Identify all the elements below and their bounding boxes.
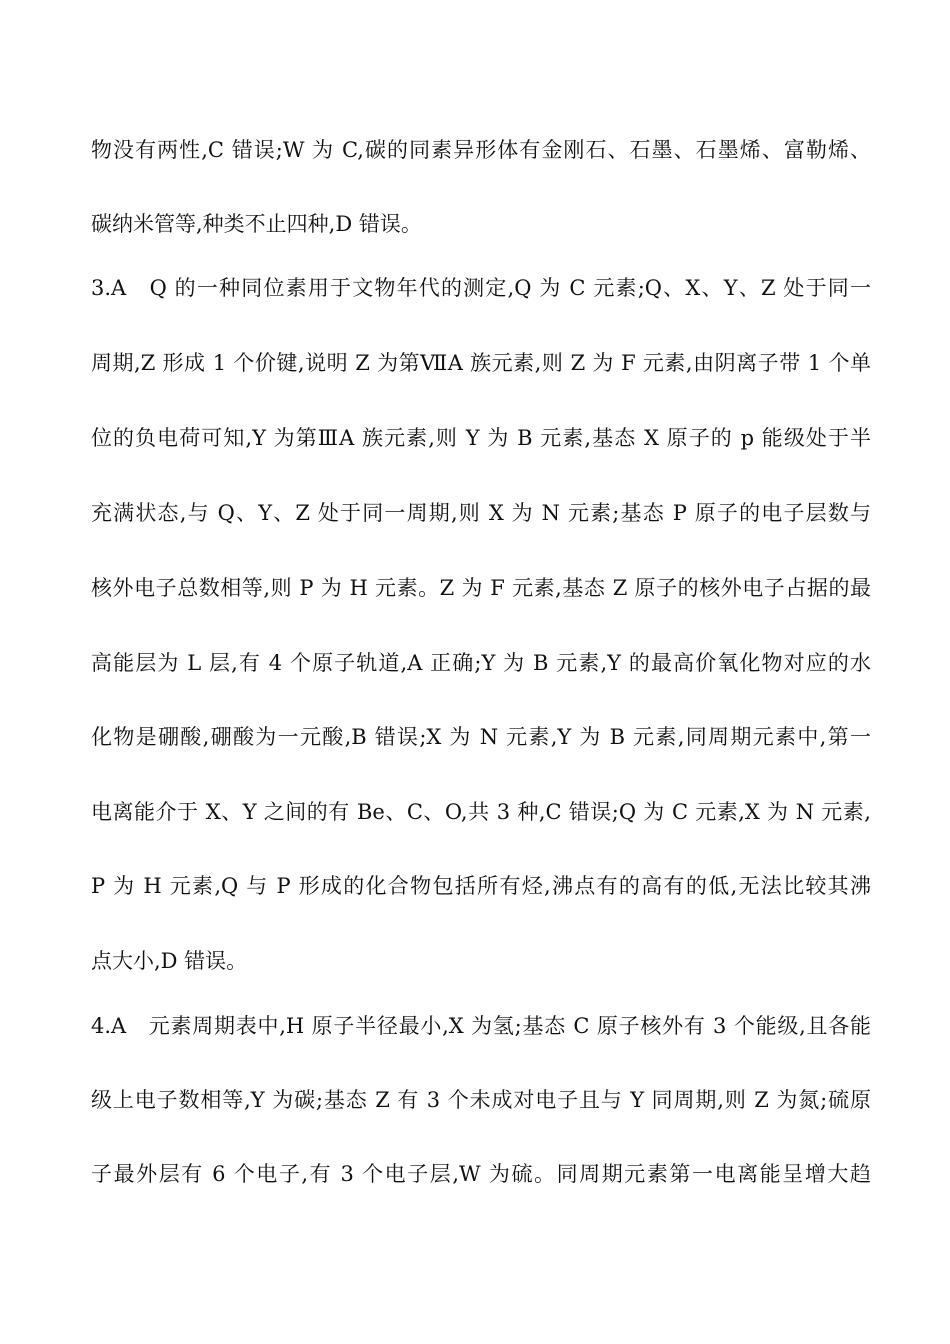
text-line-9: 化物是硼酸,硼酸为一元酸,B 错误;X 为 N 元素,Y 为 B 元素,同周期元素中,第一 bbox=[91, 725, 871, 749]
text-line-13: 4.A 元素周期表中,H 原子半径最小,X 为氢;基态 C 原子核外有 3 个能级,且各能 bbox=[91, 1014, 871, 1038]
text-line-14: 级上电子数相等,Y 为碳;基态 Z 有 3 个未成对电子且与 Y 同周期,则 Z 为氮;硫原 bbox=[91, 1088, 871, 1112]
text-line-2: 碳纳米管等,种类不止四种,D 错误。 bbox=[91, 212, 422, 236]
text-line-1: 物没有两性,C 错误;W 为 C,碳的同素异形体有金刚石、石墨、石墨烯、富勒烯、 bbox=[91, 138, 871, 162]
text-line-15: 子最外层有 6 个电子,有 3 个电子层,W 为硫。同周期元素第一电离能呈增大趋 bbox=[91, 1162, 871, 1186]
text-line-3: 3.A Q 的一种同位素用于文物年代的测定,Q 为 C 元素;Q、X、Y、Z 处于同一 bbox=[91, 276, 871, 300]
text-line-5: 位的负电荷可知,Y 为第ⅢA 族元素,则 Y 为 B 元素,基态 X 原子的 p 能级处于半 bbox=[91, 426, 871, 450]
text-line-10: 电离能介于 X、Y 之间的有 Be、C、O,共 3 种,C 错误;Q 为 C 元素,X 为 N 元素, bbox=[91, 800, 871, 824]
text-line-4: 周期,Z 形成 1 个价键,说明 Z 为第ⅦA 族元素,则 Z 为 F 元素,由阴离子带 1 个单 bbox=[91, 351, 871, 375]
text-line-7: 核外电子总数相等,则 P 为 H 元素。Z 为 F 元素,基态 Z 原子的核外电子占据的最 bbox=[91, 576, 871, 600]
text-line-6: 充满状态,与 Q、Y、Z 处于同一周期,则 X 为 N 元素;基态 P 原子的电子层数与 bbox=[91, 501, 871, 525]
text-line-12: 点大小,D 错误。 bbox=[91, 949, 248, 973]
text-line-8: 高能层为 L 层,有 4 个原子轨道,A 正确;Y 为 B 元素,Y 的最高价氧化物对应的水 bbox=[91, 651, 871, 675]
text-line-11: P 为 H 元素,Q 与 P 形成的化合物包括所有烃,沸点有的高有的低,无法比较其沸 bbox=[91, 874, 871, 898]
